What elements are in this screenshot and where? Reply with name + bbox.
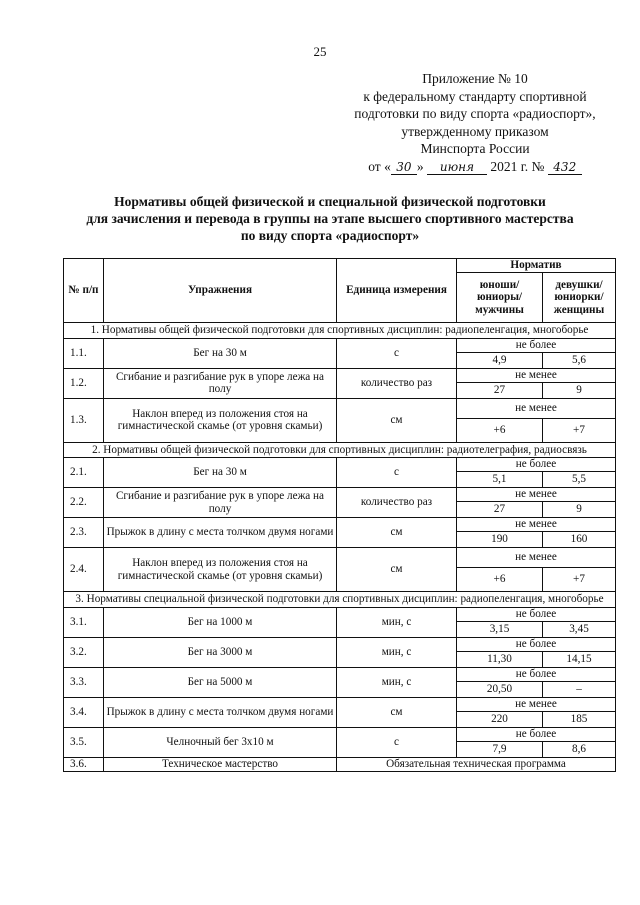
row-male-value: 220 — [457, 711, 543, 727]
section-header-row — [64, 592, 616, 608]
title-line-3: по виду спорта «радиоспорт» — [240, 228, 420, 243]
appendix-line-4: утвержденному приказом — [401, 123, 549, 139]
row-number: 1.3. — [64, 398, 104, 442]
row-male-value: +6 — [457, 568, 543, 592]
row-female-value: +7 — [543, 568, 616, 592]
row-condition: не более — [457, 667, 616, 681]
row-female-value: 3,45 — [543, 621, 616, 637]
row-condition: не менее — [457, 518, 616, 532]
row-number: 3.6. — [64, 757, 104, 771]
row-exercise: Сгибание и разгибание рук в упоре лежа на полу — [104, 488, 337, 518]
table-row — [64, 488, 616, 502]
row-unit: мин, с — [337, 637, 457, 667]
row-number: 3.5. — [64, 727, 104, 757]
row-merged-norm: Обязательная техническая программа — [337, 757, 616, 771]
row-female-value: +7 — [543, 418, 616, 442]
table-row — [64, 757, 616, 771]
row-condition: не менее — [457, 398, 616, 418]
section-header-row — [64, 442, 616, 458]
row-exercise: Бег на 30 м — [104, 338, 337, 368]
header-female: девушки/ юниорки/ женщины — [543, 273, 616, 323]
section-title: 3. Нормативы специальной физической подготовки для спортивных дисциплин: радиопеленгация, многоборье — [64, 592, 616, 608]
row-female-value: 5,5 — [543, 472, 616, 488]
row-exercise: Техническое мастерство — [104, 757, 337, 771]
appendix-block — [330, 70, 620, 175]
header-unit: Единица измерения — [337, 259, 457, 323]
handwritten-day: 30 — [391, 160, 417, 175]
date-mid: » — [416, 158, 424, 174]
date-prefix: от « — [368, 158, 391, 174]
row-condition: не более — [457, 637, 616, 651]
row-exercise: Наклон вперед из положения стоя на гимнастической скамье (от уровня скамьи) — [104, 548, 337, 592]
norms-table — [63, 258, 616, 772]
row-male-value: 20,50 — [457, 681, 543, 697]
row-male-value: 4,9 — [457, 352, 543, 368]
row-male-value: 27 — [457, 502, 543, 518]
title-line-1: Нормативы общей физической и специальной физической подготовки — [114, 194, 546, 209]
table-row — [64, 518, 616, 532]
handwritten-number: 432 — [548, 160, 582, 175]
row-condition: не более — [457, 458, 616, 472]
row-number: 2.2. — [64, 488, 104, 518]
row-unit: см — [337, 548, 457, 592]
row-unit: с — [337, 727, 457, 757]
row-female-value: 160 — [543, 532, 616, 548]
row-exercise: Прыжок в длину с места толчком двумя ногами — [104, 697, 337, 727]
row-female-value: – — [543, 681, 616, 697]
row-male-value: 27 — [457, 382, 543, 398]
row-condition: не более — [457, 607, 616, 621]
page-number: 25 — [313, 44, 327, 59]
row-unit: см — [337, 518, 457, 548]
row-condition: не менее — [457, 697, 616, 711]
row-unit: с — [337, 458, 457, 488]
row-number: 3.4. — [64, 697, 104, 727]
row-unit: количество раз — [337, 488, 457, 518]
row-unit: количество раз — [337, 368, 457, 398]
row-exercise: Прыжок в длину с места толчком двумя ногами — [104, 518, 337, 548]
header-exercise: Упражнения — [104, 259, 337, 323]
table-body — [64, 323, 616, 772]
section-header-row — [64, 323, 616, 339]
row-male-value: 7,9 — [457, 741, 543, 757]
row-male-value: 5,1 — [457, 472, 543, 488]
table-row — [64, 697, 616, 711]
title-line-2: для зачисления и перевода в группы на этапе высшего спортивного мастерства — [86, 211, 574, 226]
table-row — [64, 368, 616, 382]
row-exercise: Бег на 3000 м — [104, 637, 337, 667]
row-condition: не более — [457, 727, 616, 741]
row-exercise: Наклон вперед из положения стоя на гимнастической скамье (от уровня скамьи) — [104, 398, 337, 442]
table-row — [64, 398, 616, 418]
section-title: 2. Нормативы общей физической подготовки для спортивных дисциплин: радиотелеграфия, радиосвязь — [64, 442, 616, 458]
row-female-value: 185 — [543, 711, 616, 727]
document-title — [40, 193, 620, 244]
row-unit: мин, с — [337, 607, 457, 637]
table-row — [64, 667, 616, 681]
row-number: 2.1. — [64, 458, 104, 488]
table-row — [64, 727, 616, 741]
row-condition: не более — [457, 338, 616, 352]
row-exercise: Бег на 1000 м — [104, 607, 337, 637]
row-male-value: 11,30 — [457, 651, 543, 667]
table-row — [64, 548, 616, 568]
table-row — [64, 607, 616, 621]
row-number: 3.3. — [64, 667, 104, 697]
row-number: 1.2. — [64, 368, 104, 398]
appendix-date-line — [330, 158, 620, 176]
row-number: 3.2. — [64, 637, 104, 667]
row-female-value: 8,6 — [543, 741, 616, 757]
row-condition: не менее — [457, 548, 616, 568]
appendix-line-1: Приложение № 10 — [422, 71, 528, 86]
handwritten-month: июня — [427, 160, 487, 175]
appendix-line-2: к федеральному стандарту спортивной — [363, 88, 587, 104]
row-female-value: 9 — [543, 502, 616, 518]
header-norm: Норматив — [457, 259, 616, 273]
row-male-value: 190 — [457, 532, 543, 548]
date-year: 2021 г. № — [490, 158, 545, 174]
row-exercise: Бег на 30 м — [104, 458, 337, 488]
row-exercise: Сгибание и разгибание рук в упоре лежа на полу — [104, 368, 337, 398]
row-unit: см — [337, 398, 457, 442]
header-male: юноши/ юниоры/ мужчины — [457, 273, 543, 323]
row-condition: не менее — [457, 368, 616, 382]
row-condition: не менее — [457, 488, 616, 502]
row-unit: с — [337, 338, 457, 368]
row-unit: мин, с — [337, 667, 457, 697]
row-unit: см — [337, 697, 457, 727]
appendix-line-3: подготовки по виду спорта «радиоспорт», — [354, 106, 596, 121]
header-num: № п/п — [64, 259, 104, 323]
row-female-value: 14,15 — [543, 651, 616, 667]
table-row — [64, 338, 616, 352]
row-number: 2.4. — [64, 548, 104, 592]
table-row — [64, 637, 616, 651]
row-number: 1.1. — [64, 338, 104, 368]
section-title: 1. Нормативы общей физической подготовки для спортивных дисциплин: радиопеленгация, многоборье — [64, 323, 616, 339]
row-exercise: Челночный бег 3x10 м — [104, 727, 337, 757]
table-row — [64, 458, 616, 472]
row-number: 2.3. — [64, 518, 104, 548]
row-number: 3.1. — [64, 607, 104, 637]
row-male-value: 3,15 — [457, 621, 543, 637]
row-exercise: Бег на 5000 м — [104, 667, 337, 697]
row-male-value: +6 — [457, 418, 543, 442]
appendix-line-5: Минспорта России — [420, 141, 530, 156]
row-female-value: 5,6 — [543, 352, 616, 368]
row-female-value: 9 — [543, 382, 616, 398]
